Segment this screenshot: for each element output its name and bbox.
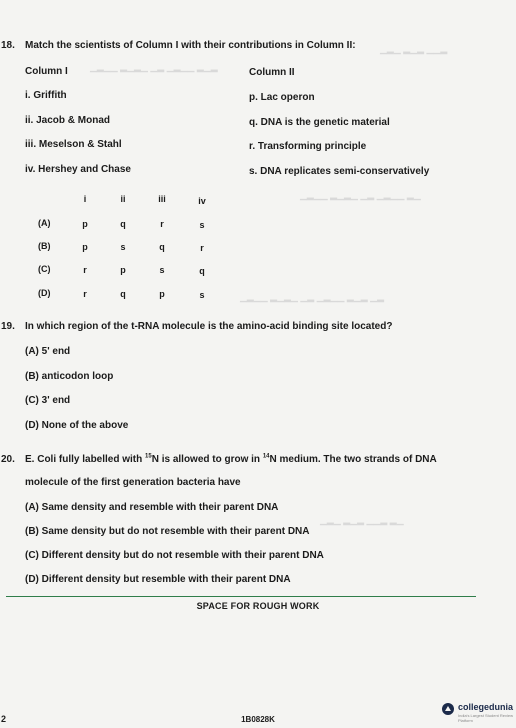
column-1-item: ii. Jacob & Monad (25, 115, 111, 126)
bleed-through: ▁▂▁▁ ▂▁▂▁ ▁▂ ▁▂▁▁ ▂▁ (300, 190, 421, 200)
answer-option: (C) 3' end (25, 395, 71, 406)
match-cell: q (159, 242, 165, 252)
rough-work-label: SPACE FOR ROUGH WORK (196, 601, 320, 611)
match-cell: p (159, 289, 165, 299)
match-header: ii (120, 194, 126, 204)
column-2-item: q. DNA is the genetic material (249, 117, 390, 128)
match-cell: s (199, 290, 205, 300)
match-cell: r (83, 265, 87, 275)
match-cell: q (199, 266, 205, 276)
answer-option: (B) Same density but do not resemble with their parent DNA (25, 526, 310, 537)
question-number: 18. (1, 40, 15, 51)
bleed-through: ▁▂▁ ▂▁▂ ▁▁▂ ▂▁ (320, 515, 404, 525)
match-option-label: (D) (38, 288, 51, 298)
match-cell: s (159, 265, 165, 275)
match-cell: s (120, 242, 126, 252)
logo-wordmark: collegedunia (458, 702, 514, 712)
bleed-through: ▁▂▁ ▂▁▂ ▁▁▂ (380, 44, 448, 54)
page-number: 2 (1, 714, 7, 724)
match-cell: q (120, 219, 126, 229)
bleed-through: ▁▂▁▁ ▂▁▂▁ ▁▂ ▁▂▁▁ ▂▁▂ (90, 62, 218, 72)
divider-line (6, 596, 476, 597)
question-text: In which region of the t-RNA molecule is the amino-acid binding site located? (25, 321, 393, 332)
column-2-item: r. Transforming principle (249, 141, 367, 152)
question-number: 19. (1, 321, 15, 332)
answer-option: (B) anticodon loop (25, 371, 114, 382)
match-cell: r (200, 243, 204, 253)
question-text: Match the scientists of Column I with their contributions in Column II: (25, 40, 356, 51)
bleed-through: ▁▂▁▁ ▂▁▂▁ ▁▂ ▁▂▁▁ ▂▁▂ ▁▂ (240, 292, 385, 302)
answer-option: (A) Same density and resemble with their parent DNA (25, 502, 279, 513)
column-2-item: p. Lac operon (249, 92, 315, 103)
match-cell: p (82, 242, 88, 252)
match-cell: s (199, 220, 205, 230)
match-header: iv (198, 196, 206, 206)
match-cell: p (82, 219, 88, 229)
match-cell: p (120, 265, 126, 275)
column-1-header: Column I (25, 66, 68, 77)
match-cell: r (83, 289, 87, 299)
question-text: E. Coli fully labelled with $^{15}$N is allowed to grow in $^{14}$N medium. The two strands of DNA (25, 453, 437, 465)
match-header: iii (158, 194, 166, 204)
column-2-header: Column II (249, 67, 295, 78)
column-1-item: iii. Meselson & Stahl (25, 139, 122, 150)
match-cell: q (120, 289, 126, 299)
column-1-item: iv. Hershey and Chase (25, 164, 131, 175)
answer-option: (D) None of the above (25, 420, 129, 431)
collegedunia-logo (441, 700, 515, 722)
match-option-label: (A) (38, 218, 51, 228)
match-option-label: (B) (38, 241, 51, 251)
answer-option: (A) 5' end (25, 346, 71, 357)
match-header: i (83, 194, 87, 204)
question-number: 20. (1, 454, 15, 465)
paper-code: 1B0828K (241, 715, 275, 724)
collegedunia-mark-icon (441, 702, 455, 716)
match-option-label: (C) (38, 264, 51, 274)
column-2-item: s. DNA replicates semi-conservatively (249, 166, 430, 177)
logo-tagline: India's Largest Student Review Platform (458, 713, 514, 723)
match-cell: r (160, 219, 164, 229)
column-1-item: i. Griffith (25, 90, 67, 101)
question-text-line2: molecule of the first generation bacteria have (25, 477, 241, 488)
answer-option: (D) Different density but resemble with their parent DNA (25, 574, 291, 585)
answer-option: (C) Different density but do not resemble with their parent DNA (25, 550, 324, 561)
